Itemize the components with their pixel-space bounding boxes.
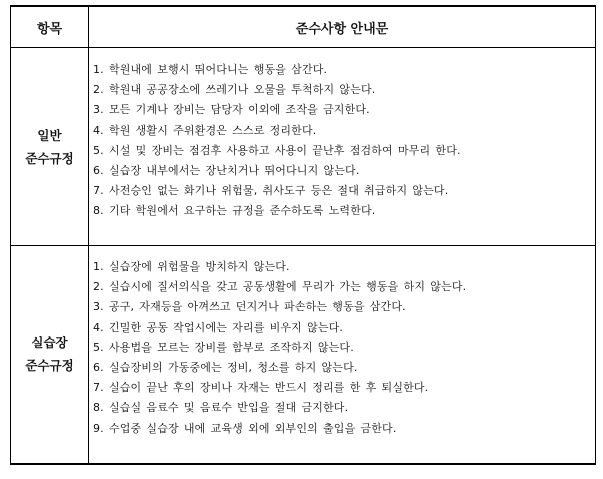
rule-item: 3. 공구, 자재등을 아껴쓰고 던지거나 파손하는 행동을 삼간다. <box>93 300 406 314</box>
rule-item: 8. 기타 학원에서 요구하는 규정을 준수하도록 노력한다. <box>93 204 376 218</box>
rule-item: 8. 실습실 음료수 및 음료수 반입을 절대 금지한다. <box>93 401 349 415</box>
rule-item: 1. 실습장에 위험물을 방치하지 않는다. <box>93 260 290 273</box>
section-rules-lab <box>89 246 596 464</box>
rule-item: 3. 모든 기계나 장비는 담당자 이외에 조작을 금지한다. <box>93 103 370 117</box>
rule-item: 6. 실습장비의 가동중에는 정비, 청소를 하지 않는다. <box>93 361 358 375</box>
rule-item: 6. 실습장 내부에서는 장난치거나 뛰어다니지 않는다. <box>93 164 360 178</box>
category-line: 일반 <box>37 127 62 143</box>
header-content: 준수사항 안내문 <box>89 6 596 48</box>
rule-item: 4. 학원 생활시 주위환경은 스스로 정리한다. <box>93 123 317 137</box>
section-row-lab <box>11 246 596 464</box>
rule-item: 5. 사용법을 모르는 장비를 함부로 조작하지 않는다. <box>93 340 354 354</box>
rules-table <box>10 5 596 465</box>
rule-list-lab <box>89 257 595 439</box>
section-rules-general <box>89 48 596 246</box>
rule-item: 1. 학원내에 보행시 뛰어다니는 행동을 삼간다. <box>93 63 328 76</box>
header-category: 항목 <box>11 6 89 48</box>
table-header-row <box>11 6 596 48</box>
rule-item: 5. 시설 및 장비는 점검후 사용하고 사용이 끝난후 점검하여 마무리 한다. <box>93 143 461 157</box>
rule-list-general <box>89 60 595 222</box>
rule-item: 2. 실습시에 질서의식을 갖고 공동생활에 무리가 가는 행동을 하지 않는다. <box>93 280 467 294</box>
section-category-lab <box>11 246 89 464</box>
category-line: 실습장 <box>31 335 68 351</box>
rule-item: 2. 학원내 공공장소에 쓰레기나 오물을 투척하지 않는다. <box>93 83 376 97</box>
rule-item: 4. 긴밀한 공동 작업시에는 자리를 비우지 않는다. <box>93 320 344 334</box>
section-category-general <box>11 48 89 246</box>
rule-item: 9. 수업중 실습장 내에 교육생 외에 외부인의 출입을 금한다. <box>93 421 397 435</box>
section-row-general <box>11 48 596 246</box>
rule-item: 7. 실습이 끝난 후의 장비나 자재는 반드시 정리를 한 후 퇴실한다. <box>93 381 429 395</box>
rule-item: 7. 사전승인 없는 화기나 위험물, 취사도구 등은 절대 취급하지 않는다. <box>93 184 449 198</box>
category-line: 준수규정 <box>25 150 74 166</box>
category-line: 준수규정 <box>25 358 74 374</box>
